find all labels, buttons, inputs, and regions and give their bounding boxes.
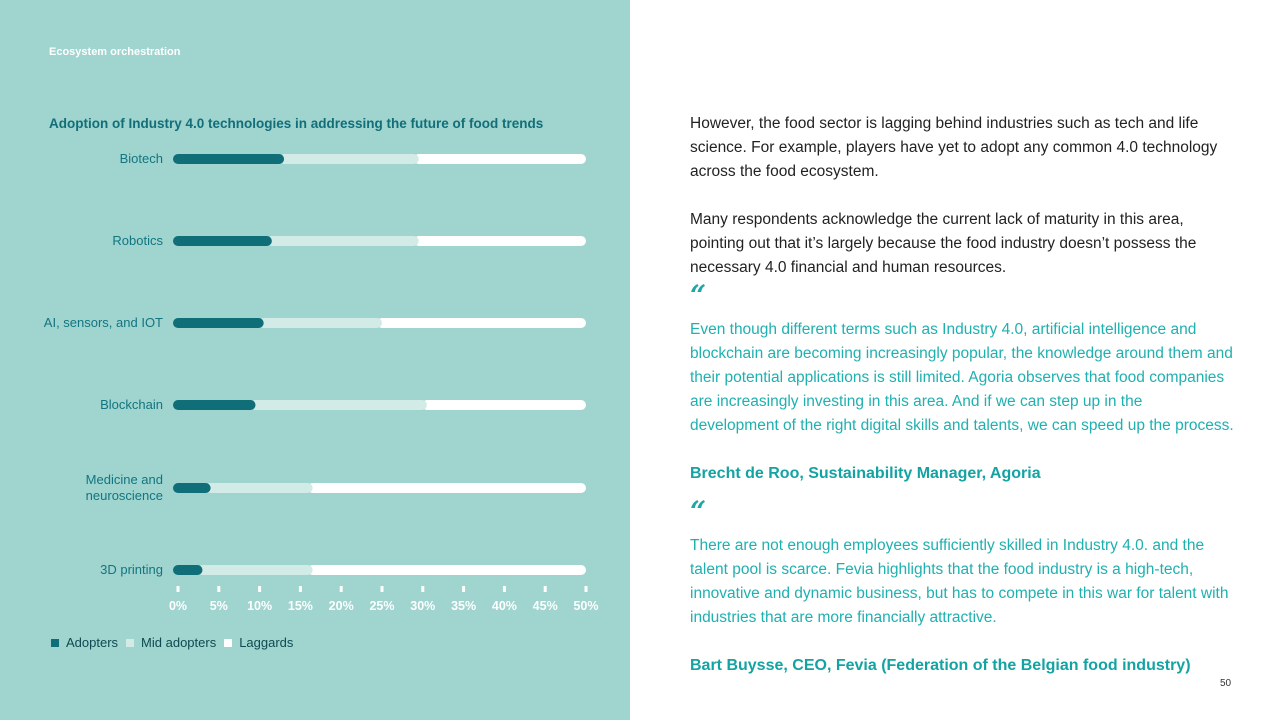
quote-mark-icon: “ (690, 279, 707, 312)
x-tick-label: 45% (532, 599, 558, 613)
bar-mid-adopters-biotech (279, 154, 419, 164)
bar-adopters-ai-sensors-and-iot (173, 318, 264, 328)
x-tick-label: 30% (410, 599, 436, 613)
legend-swatch-mid-adopters (126, 639, 134, 647)
body-paragraph-2: Many respondents acknowledge the current lack of maturity in this area, pointing out that it’s largely because the food industry doesn’t possess the necessary 4.0 financial and human resources. (690, 211, 1197, 276)
category-label-robotics: Robotics (112, 233, 163, 248)
x-tick-label: 15% (287, 599, 313, 613)
bar-mid-adopters-medicine-and-neuroscience (206, 483, 313, 493)
chart-legend (51, 635, 301, 650)
x-tick-label: 10% (247, 599, 273, 613)
body-paragraph-1: However, the food sector is lagging behind industries such as tech and life science. For example, players have yet to adopt any common 4.0 technology across the food ecosystem. (690, 115, 1218, 180)
x-tick-mark (299, 586, 302, 592)
category-label-medicine-and-neuroscience: Medicine and neuroscience (85, 472, 163, 503)
bar-laggards-robotics (414, 236, 586, 246)
legend-label-adopters: Adopters (66, 635, 119, 650)
stacked-bar-chart (0, 0, 630, 720)
quote-text-2: There are not enough employees sufficiently skilled in Industry 4.0. and the talent pool is scarce. Fevia highlights that the food industry is a high-tech, innovative and dynamic business, but has to compete in this war for talent with industries that are more financially attractive. (690, 537, 1229, 626)
category-label-biotech: Biotech (119, 151, 163, 166)
quote-attribution-2: Bart Buysse, CEO, Fevia (Federation of the Belgian food industry) (690, 657, 1191, 674)
legend-label-mid-adopters: Mid adopters (141, 635, 217, 650)
bar-mid-adopters-ai-sensors-and-iot (259, 318, 382, 328)
chart-title: Adoption of Industry 4.0 technologies in addressing the future of food trends (49, 116, 544, 131)
bar-laggards-ai-sensors-and-iot (377, 318, 586, 328)
legend-item-laggards (224, 635, 293, 650)
quote-attribution-1: Brecht de Roo, Sustainability Manager, Agoria (690, 465, 1041, 482)
legend-item-mid-adopters (126, 635, 216, 650)
legend-item-adopters (51, 635, 118, 650)
bar-mid-adopters-robotics (267, 236, 419, 246)
x-tick-mark (544, 586, 547, 592)
legend-swatch-laggards (224, 639, 232, 647)
x-tick-mark (503, 586, 506, 592)
page-number: 50 (1220, 678, 1232, 689)
quote-text-1: Even though different terms such as Industry 4.0, artificial intelligence and blockchain are becoming increasingly popular, the knowledge around them and their potential applications is still limited. Agoria observes that food companies are increasingly investing in this area. And if we can step up in the development of the right digital skills and talents, we can speed up the process. (690, 321, 1234, 434)
x-tick-mark (177, 586, 180, 592)
category-label-ai-sensors-and-iot: AI, sensors, and IOT (43, 315, 163, 330)
category-label-3d-printing: 3D printing (100, 562, 163, 577)
x-tick-mark (585, 586, 588, 592)
bar-adopters-blockchain (173, 400, 256, 410)
x-tick-label: 0% (168, 599, 188, 613)
body-text-column (690, 112, 1235, 678)
bar-adopters-medicine-and-neuroscience (173, 483, 211, 493)
bar-mid-adopters-blockchain (251, 400, 427, 410)
bar-adopters-biotech (173, 154, 284, 164)
x-tick-mark (381, 586, 384, 592)
bar-laggards-3d-printing (308, 565, 586, 575)
x-tick-label: 20% (328, 599, 354, 613)
x-tick-label: 50% (573, 599, 599, 613)
x-tick-mark (421, 586, 424, 592)
legend-swatch-adopters (51, 639, 59, 647)
bar-adopters-3d-printing (173, 565, 202, 575)
x-tick-mark (462, 586, 465, 592)
x-tick-mark (258, 586, 261, 592)
x-tick-label: 5% (209, 599, 228, 613)
bar-mid-adopters-3d-printing (197, 565, 312, 575)
quote-mark-icon: “ (690, 495, 707, 528)
bar-laggards-blockchain (422, 400, 586, 410)
section-label: Ecosystem orchestration (49, 46, 181, 58)
x-tick-mark (217, 586, 220, 592)
bar-laggards-medicine-and-neuroscience (308, 483, 586, 493)
bar-laggards-biotech (414, 154, 586, 164)
category-label-blockchain: Blockchain (100, 397, 163, 412)
x-tick-label: 25% (369, 599, 395, 613)
x-tick-label: 35% (451, 599, 477, 613)
x-tick-label: 40% (491, 599, 517, 613)
x-tick-mark (340, 586, 343, 592)
bar-adopters-robotics (173, 236, 272, 246)
legend-label-laggards: Laggards (239, 635, 294, 650)
